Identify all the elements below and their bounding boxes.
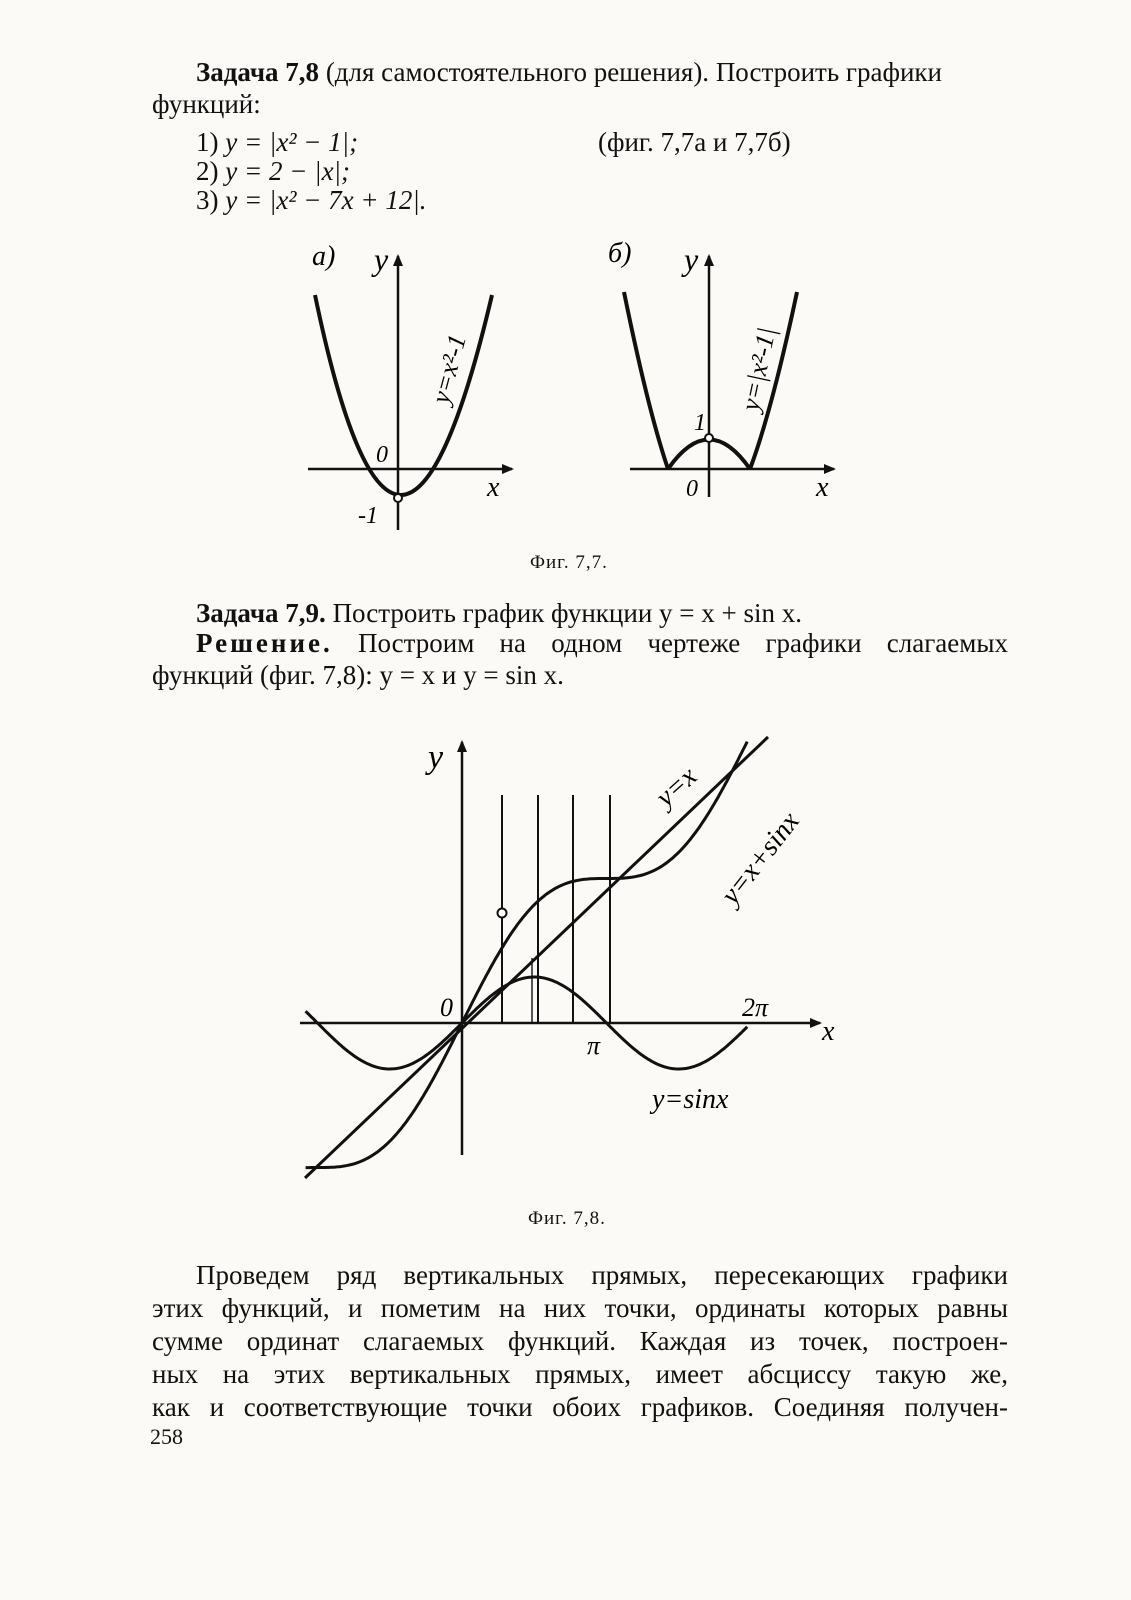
fig78-2pi-label: 2π xyxy=(742,993,769,1022)
fig77a-vertex-point xyxy=(394,494,402,502)
fig77b-point xyxy=(705,434,713,442)
solution-line1 xyxy=(196,627,1008,660)
body-line: как и соответствующие точки обоих графиков. Соединяя получен- xyxy=(152,1392,1008,1422)
solution-text: Построим на одном чертеже графики слагаемых xyxy=(358,628,1008,658)
body-line: этих функций, и пометим на них точки, ординаты которых равны xyxy=(152,1293,1008,1323)
fig77b-curve-label: y=|x²-1| xyxy=(735,324,782,414)
task78-line2: функций: xyxy=(152,89,261,119)
task79-text: Построить график функции y = x + sin x. xyxy=(332,598,802,628)
fig78-line-label: y=x xyxy=(649,760,704,814)
item-formula: y = |x² − 7x + 12|. xyxy=(225,185,427,215)
fig78-caption: Фиг. 7,8. xyxy=(528,1208,606,1229)
task78-rest: Построить графики xyxy=(715,57,942,87)
task79-line xyxy=(196,597,802,629)
body-line: сумме ординат слагаемых функций. Каждая из точек, построен- xyxy=(152,1326,1008,1356)
fig77b-panel xyxy=(608,238,834,503)
item-number: 2) xyxy=(196,156,219,186)
item-formula: y = 2 − |x|; xyxy=(225,156,350,186)
task78-paren: (для самостоятельного решения). xyxy=(325,57,710,87)
fig78-x-label: x xyxy=(822,1016,835,1047)
solution-line2: функций (фиг. 7,8): y = x и y = sin x. xyxy=(152,660,564,690)
fig78-sum-label: y=x+sinx xyxy=(715,806,806,911)
item-formula: y = |x² − 1|; xyxy=(225,127,359,157)
task79-title: Задача 7,9. xyxy=(196,598,326,628)
fig77a-origin-label: 0 xyxy=(376,442,388,468)
fig77a-parabola xyxy=(315,295,492,495)
fig77b-origin-label: 0 xyxy=(686,476,698,502)
task78-figref: (фиг. 7,7а и 7,7б) xyxy=(598,127,791,157)
fig78-y-label: y xyxy=(428,739,444,776)
fig77b-y-label: y xyxy=(684,241,699,277)
fig78-sine-label: y=sinx xyxy=(652,1084,729,1115)
fig77a-curve-label: y=x²-1 xyxy=(425,331,472,407)
fig78-marked-point xyxy=(498,909,507,918)
fig77-caption: Фиг. 7,7. xyxy=(530,552,608,573)
fig77a-y-label: y xyxy=(374,241,389,277)
fig77b-left-branch xyxy=(624,292,668,469)
body-line: ных на этих вертикальных прямых, имеет абсциссу такую же, xyxy=(152,1359,1008,1389)
page-number: 258 xyxy=(150,1424,183,1449)
item-number: 3) xyxy=(196,185,219,215)
fig78-pi-label: π xyxy=(587,1031,601,1060)
solution-label: Решение. xyxy=(196,628,333,658)
item-number: 1) xyxy=(196,127,219,157)
fig77b-panel-label: б) xyxy=(608,238,632,269)
task78-title: Задача 7,8 xyxy=(196,57,320,87)
fig77a-tick-label: -1 xyxy=(358,503,378,529)
fig77b-x-label: x xyxy=(816,472,829,503)
fig77b-tick-label: 1 xyxy=(694,410,706,436)
fig78-origin-label: 0 xyxy=(440,993,453,1022)
fig77a-x-label: x xyxy=(487,472,500,503)
fig77a-panel xyxy=(308,241,512,530)
body-line: Проведем ряд вертикальных прямых, пересекающих графики xyxy=(196,1260,1008,1290)
figure-7-8 xyxy=(300,737,835,1178)
fig77a-panel-label: а) xyxy=(312,241,336,272)
